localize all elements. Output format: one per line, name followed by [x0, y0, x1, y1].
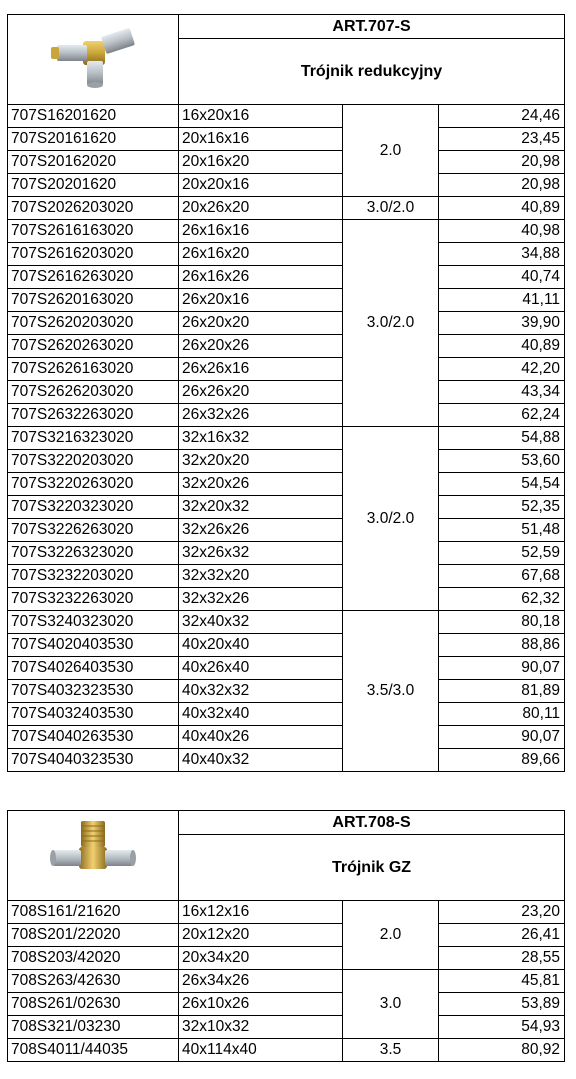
table-row [8, 1016, 565, 1039]
article-code: 707S3226323020 [8, 542, 179, 565]
dimensions: 26x26x16 [179, 358, 343, 381]
product-name: Trójnik redukcyjny [179, 39, 565, 105]
price: 88,86 [439, 634, 565, 657]
article-code: 707S2620163020 [8, 289, 179, 312]
table-row [8, 588, 565, 611]
article-code: 707S4020403530 [8, 634, 179, 657]
price: 40,89 [439, 335, 565, 358]
table-row [8, 289, 565, 312]
article-code: 708S201/22020 [8, 924, 179, 947]
price: 23,45 [439, 128, 565, 151]
table-row [8, 358, 565, 381]
article-code: 708S4011/44035 [8, 1039, 179, 1062]
dimensions: 26x16x20 [179, 243, 343, 266]
pressure-rating: 2.0 [343, 901, 439, 970]
article-number: ART.707-S [179, 15, 565, 39]
article-code: 708S263/42630 [8, 970, 179, 993]
table-row [8, 496, 565, 519]
table-row [8, 519, 565, 542]
dimensions: 40x40x26 [179, 726, 343, 749]
table-header-row [8, 811, 565, 835]
table-row [8, 151, 565, 174]
price: 80,92 [439, 1039, 565, 1062]
price: 39,90 [439, 312, 565, 335]
price: 62,32 [439, 588, 565, 611]
dimensions: 32x20x20 [179, 450, 343, 473]
table-row [8, 680, 565, 703]
dimensions: 26x32x26 [179, 404, 343, 427]
dimensions: 32x32x26 [179, 588, 343, 611]
price: 41,11 [439, 289, 565, 312]
table-row [8, 174, 565, 197]
price: 53,60 [439, 450, 565, 473]
table-row [8, 105, 565, 128]
dimensions: 32x26x26 [179, 519, 343, 542]
pressure-rating: 3.0/2.0 [343, 220, 439, 427]
dimensions: 32x20x26 [179, 473, 343, 496]
price: 52,35 [439, 496, 565, 519]
price: 40,98 [439, 220, 565, 243]
pressure-rating: 3.0 [343, 970, 439, 1039]
dimensions: 26x16x26 [179, 266, 343, 289]
table-row [8, 947, 565, 970]
dimensions: 40x40x32 [179, 749, 343, 772]
price: 62,24 [439, 404, 565, 427]
price: 81,89 [439, 680, 565, 703]
table-row [8, 1039, 565, 1062]
price: 51,48 [439, 519, 565, 542]
table-row [8, 473, 565, 496]
table-row [8, 657, 565, 680]
price: 53,89 [439, 993, 565, 1016]
article-code: 707S20161620 [8, 128, 179, 151]
dimensions: 32x26x32 [179, 542, 343, 565]
dimensions: 32x40x32 [179, 611, 343, 634]
pressure-rating: 2.0 [343, 105, 439, 197]
table-row [8, 634, 565, 657]
article-code: 707S2620263020 [8, 335, 179, 358]
article-code: 707S4040263530 [8, 726, 179, 749]
dimensions: 26x20x26 [179, 335, 343, 358]
table-row [8, 427, 565, 450]
price: 24,46 [439, 105, 565, 128]
brass-tee-fitting-icon [43, 21, 143, 91]
table-row [8, 542, 565, 565]
article-code: 707S3226263020 [8, 519, 179, 542]
table-row [8, 312, 565, 335]
article-code: 707S4032323530 [8, 680, 179, 703]
price: 28,55 [439, 947, 565, 970]
pressure-rating: 3.0/2.0 [343, 197, 439, 220]
dimensions: 16x12x16 [179, 901, 343, 924]
price: 89,66 [439, 749, 565, 772]
table-row [8, 197, 565, 220]
price-table-art-708 [7, 810, 565, 1062]
product-name: Trójnik GZ [179, 835, 565, 901]
article-code: 708S161/21620 [8, 901, 179, 924]
price: 20,98 [439, 151, 565, 174]
table-row [8, 128, 565, 151]
dimensions: 26x34x26 [179, 970, 343, 993]
article-code: 707S4032403530 [8, 703, 179, 726]
article-code: 707S20201620 [8, 174, 179, 197]
table-row [8, 611, 565, 634]
price: 52,59 [439, 542, 565, 565]
dimensions: 40x26x40 [179, 657, 343, 680]
table-row [8, 726, 565, 749]
dimensions: 20x12x20 [179, 924, 343, 947]
dimensions: 32x16x32 [179, 427, 343, 450]
dimensions: 26x16x16 [179, 220, 343, 243]
price: 80,11 [439, 703, 565, 726]
article-code: 708S261/02630 [8, 993, 179, 1016]
article-code: 707S3232263020 [8, 588, 179, 611]
article-code: 707S3220263020 [8, 473, 179, 496]
article-code: 707S3220203020 [8, 450, 179, 473]
table-row [8, 220, 565, 243]
price: 42,20 [439, 358, 565, 381]
dimensions: 26x20x20 [179, 312, 343, 335]
price: 80,18 [439, 611, 565, 634]
pressure-rating: 3.5/3.0 [343, 611, 439, 772]
article-code: 708S203/42020 [8, 947, 179, 970]
table-row [8, 243, 565, 266]
price: 40,89 [439, 197, 565, 220]
price: 54,54 [439, 473, 565, 496]
price: 34,88 [439, 243, 565, 266]
article-code: 707S2616163020 [8, 220, 179, 243]
table-row [8, 404, 565, 427]
product-image [8, 15, 179, 105]
dimensions: 32x10x32 [179, 1016, 343, 1039]
article-code: 707S3216323020 [8, 427, 179, 450]
table-row [8, 993, 565, 1016]
pressure-rating: 3.5 [343, 1039, 439, 1062]
table-row [8, 970, 565, 993]
table-row [8, 450, 565, 473]
article-code: 707S4026403530 [8, 657, 179, 680]
price: 40,74 [439, 266, 565, 289]
article-code: 707S2620203020 [8, 312, 179, 335]
pressure-rating: 3.0/2.0 [343, 427, 439, 611]
price: 90,07 [439, 726, 565, 749]
price: 54,88 [439, 427, 565, 450]
price: 54,93 [439, 1016, 565, 1039]
article-code: 707S2616203020 [8, 243, 179, 266]
article-code: 707S3240323020 [8, 611, 179, 634]
dimensions: 16x20x16 [179, 105, 343, 128]
table-row [8, 266, 565, 289]
table-row [8, 381, 565, 404]
table-row [8, 924, 565, 947]
article-code: 707S2632263020 [8, 404, 179, 427]
article-code: 707S2616263020 [8, 266, 179, 289]
dimensions: 40x20x40 [179, 634, 343, 657]
dimensions: 20x16x20 [179, 151, 343, 174]
dimensions: 32x20x32 [179, 496, 343, 519]
dimensions: 20x26x20 [179, 197, 343, 220]
dimensions: 26x20x16 [179, 289, 343, 312]
dimensions: 26x10x26 [179, 993, 343, 1016]
brass-threaded-tee-icon [43, 817, 143, 887]
price: 20,98 [439, 174, 565, 197]
article-code: 707S3232203020 [8, 565, 179, 588]
dimensions: 32x32x20 [179, 565, 343, 588]
dimensions: 26x26x20 [179, 381, 343, 404]
article-code: 707S2626203020 [8, 381, 179, 404]
price: 90,07 [439, 657, 565, 680]
price: 45,81 [439, 970, 565, 993]
table-header-row [8, 15, 565, 39]
article-number: ART.708-S [179, 811, 565, 835]
table-row [8, 901, 565, 924]
dimensions: 40x32x32 [179, 680, 343, 703]
dimensions: 20x34x20 [179, 947, 343, 970]
table-row [8, 565, 565, 588]
price: 67,68 [439, 565, 565, 588]
article-code: 707S4040323530 [8, 749, 179, 772]
article-code: 707S3220323020 [8, 496, 179, 519]
table-row [8, 335, 565, 358]
price: 23,20 [439, 901, 565, 924]
article-code: 707S20162020 [8, 151, 179, 174]
table-row [8, 703, 565, 726]
article-code: 707S2626163020 [8, 358, 179, 381]
product-image [8, 811, 179, 901]
dimensions: 40x114x40 [179, 1039, 343, 1062]
article-code: 707S16201620 [8, 105, 179, 128]
table-row [8, 749, 565, 772]
article-code: 708S321/03230 [8, 1016, 179, 1039]
article-code: 707S2026203020 [8, 197, 179, 220]
price-table-art-707 [7, 14, 565, 772]
dimensions: 20x16x16 [179, 128, 343, 151]
dimensions: 20x20x16 [179, 174, 343, 197]
dimensions: 40x32x40 [179, 703, 343, 726]
price: 43,34 [439, 381, 565, 404]
price: 26,41 [439, 924, 565, 947]
